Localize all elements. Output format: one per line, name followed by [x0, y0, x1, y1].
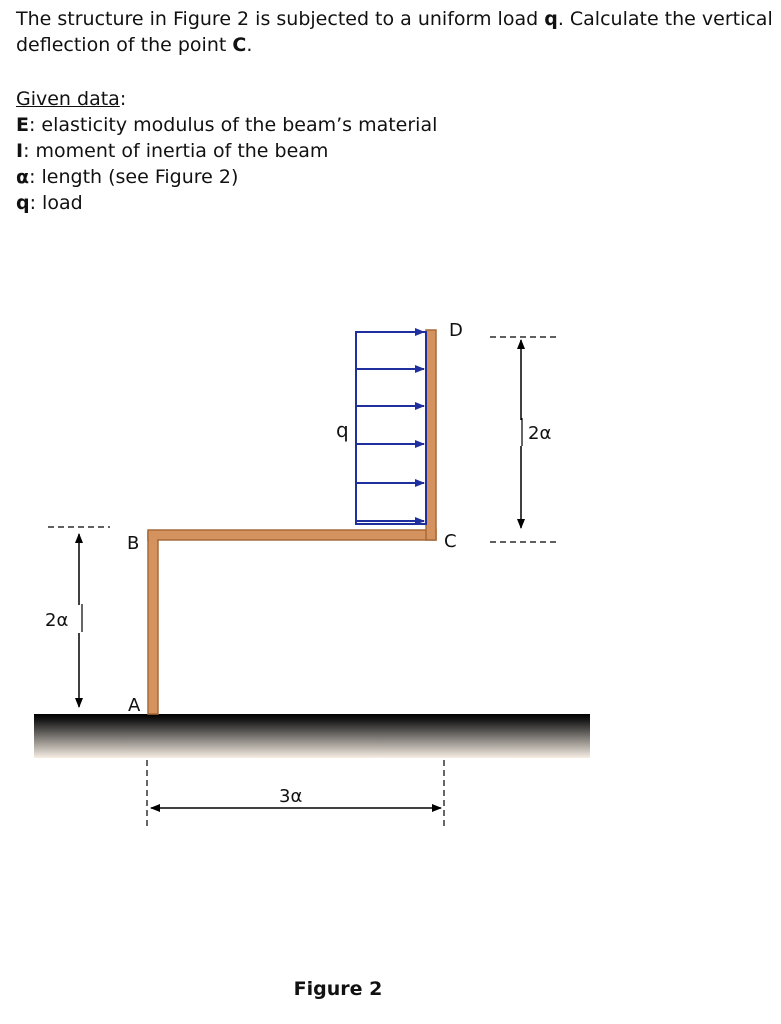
dimension-left-label: 2α: [45, 610, 69, 631]
given-item-text: : load: [29, 192, 83, 214]
given-item-symbol: α: [16, 166, 30, 188]
given-data-title: Given data: [16, 88, 120, 110]
figure-caption: Figure 2: [293, 978, 383, 1000]
load-label: q: [336, 418, 349, 442]
given-item-symbol: E: [16, 114, 29, 136]
dimension-right-label: 2α: [528, 423, 552, 444]
given-item-symbol: I: [16, 140, 24, 162]
given-item-symbol: q: [16, 192, 30, 214]
given-item-text: : moment of inertia of the beam: [23, 140, 329, 162]
problem-text-part: .: [246, 34, 253, 56]
problem-text-part: The structure in Figure 2 is subjected to a uniform load: [16, 8, 545, 30]
ground: [34, 714, 590, 758]
given-item-text: : length (see Figure 2): [29, 166, 239, 188]
problem-c-symbol: C: [232, 34, 247, 56]
beam-segment-bc: [148, 530, 436, 540]
load-outline: [356, 332, 426, 524]
point-label-c: C: [444, 531, 457, 552]
uniform-load: [356, 332, 426, 524]
point-label-d: D: [449, 320, 463, 341]
point-label-b: B: [127, 533, 140, 554]
problem-q-symbol: q: [544, 8, 558, 30]
point-label-a: A: [128, 695, 141, 716]
dimension-bottom-label: 3α: [279, 786, 303, 807]
given-item-text: : elasticity modulus of the beam’s material: [28, 114, 438, 136]
problem-text-part: . Calculate the vertical deflection of the point: [16, 8, 773, 56]
given-data-colon: :: [119, 88, 127, 110]
